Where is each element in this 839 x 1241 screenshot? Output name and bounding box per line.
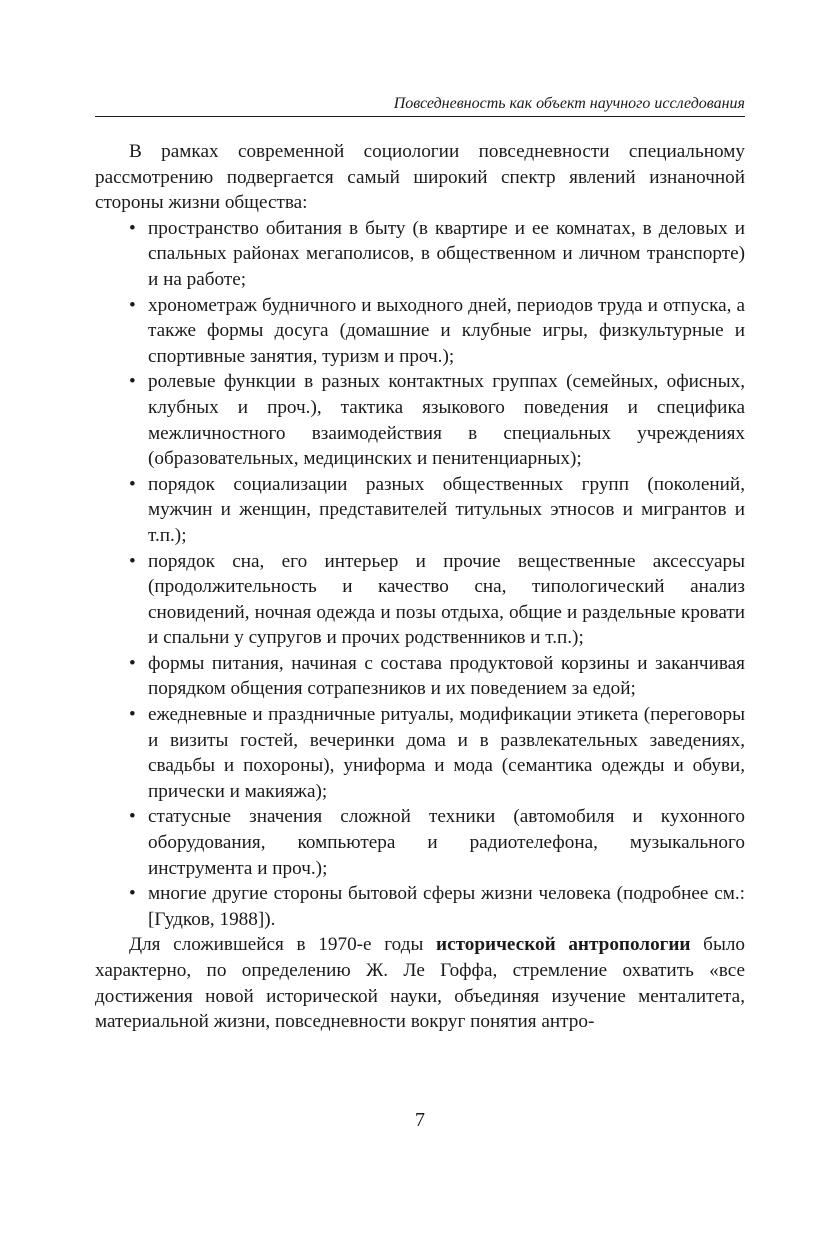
list-item-text: пространство обитания в быту (в квартире и ее комнатах, в деловых и спальных районах мегаполисов, в общественном и личном транспорте) и на работе; xyxy=(148,217,745,290)
closing-text-end: было характерно, по определению Ж. Ле Гоффа, стремление охватить «все достижения новой исторической науки, объединяя изучение менталитета, материальной жизни, повседневности вокруг понятия антро- xyxy=(95,934,746,1033)
list-item xyxy=(95,369,745,471)
page-number: 7 xyxy=(415,1109,425,1131)
bullet-list xyxy=(95,216,745,933)
bullet-marker: • xyxy=(129,294,136,316)
list-item xyxy=(95,804,745,881)
list-item-text: формы питания, начиная с состава продуктовой корзины и заканчивая порядком общения сотрапезников и их поведением за едой; xyxy=(148,652,745,700)
bullet-marker: • xyxy=(129,550,136,572)
closing-text-start: Для сложившейся в 1970-е годы xyxy=(129,934,437,956)
list-item-text: порядок социализации разных общественных групп (поколений, мужчин и женщин, представителей титульных этносов и мигрантов и т.п.); xyxy=(148,473,745,546)
list-item xyxy=(95,472,745,549)
list-item-text: порядок сна, его интерьер и прочие вещественные аксессуары (продолжительность и качество сна, типологический анализ сновидений, ночная одежда и позы отдыха, общие и раздельные кровати и спальни у супругов и прочих родственников и т.п.); xyxy=(148,550,745,649)
intro-paragraph: В рамках современной социологии повседневности специальному рассмотрению подвергается самый широкий спектр явлений изнаночной стороны жизни общества: xyxy=(95,141,745,214)
running-head: Повседневность как объект научного исследования xyxy=(393,95,745,112)
bullet-marker: • xyxy=(129,806,136,828)
list-item xyxy=(95,702,745,804)
closing-paragraph xyxy=(95,932,745,1034)
list-item-text: ролевые функции в разных контактных группах (семейных, офисных, клубных и проч.), тактика языкового поведения и специфика межличностного взаимодействия в специальных учреждениях (образовательных, медицинских и пенитенциарных); xyxy=(148,371,745,470)
list-item xyxy=(95,293,745,370)
bullet-marker: • xyxy=(129,217,136,239)
list-item-text: ежедневные и праздничные ритуалы, модификации этикета (переговоры и визиты гостей, вечеринки дома и в развлекательных заведениях, свадьбы и похороны), униформа и мода (семантика одежды и обуви, прически и макияжа); xyxy=(148,704,745,802)
list-item xyxy=(95,216,745,293)
bullet-marker: • xyxy=(129,883,136,905)
list-item xyxy=(95,881,745,932)
list-item-text: статусные значения сложной техники (автомобиля и кухонного оборудования, компьютера и радиотелефона, музыкального инструмента и проч.); xyxy=(148,806,745,879)
bullet-marker: • xyxy=(129,652,136,674)
bullet-marker: • xyxy=(129,371,136,393)
bullet-marker: • xyxy=(129,704,136,726)
page-body xyxy=(95,139,745,1035)
list-item xyxy=(95,549,745,651)
list-item-text: многие другие стороны бытовой сферы жизни человека (подробнее см.: [Гудков, 1988]). xyxy=(148,883,745,930)
bold-term: исторической антропологии xyxy=(436,934,691,956)
list-item-text: хронометраж будничного и выходного дней, периодов труда и отпуска, а также формы досуга (домашние и клубные игры, физкультурные и спортивные занятия, туризм и проч.); xyxy=(148,294,745,367)
header-rule xyxy=(95,116,745,117)
list-item xyxy=(95,651,745,702)
bullet-marker: • xyxy=(129,473,136,495)
